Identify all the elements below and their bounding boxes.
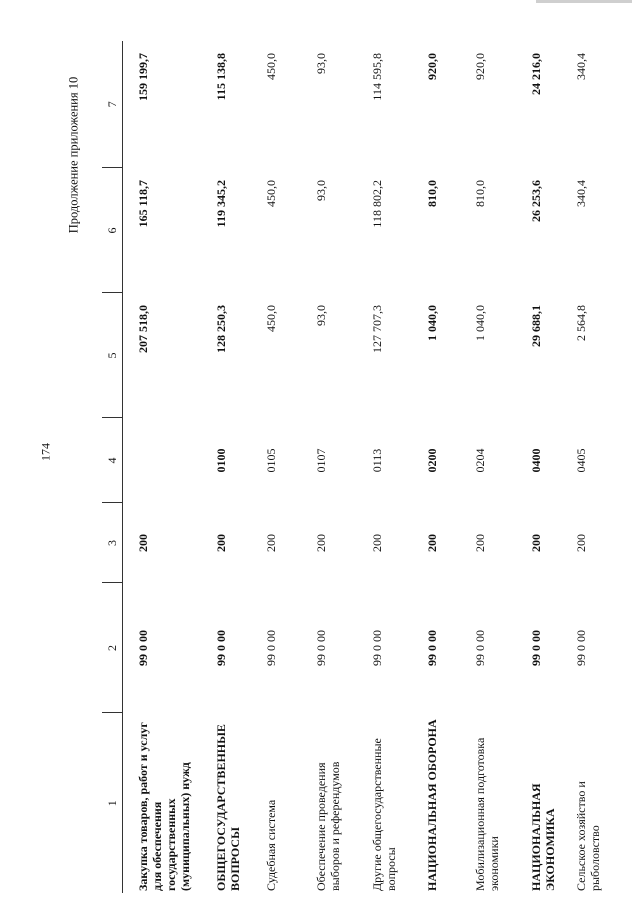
table-row: [251, 41, 301, 893]
row-section-code: 0405: [573, 448, 588, 473]
row-name: ОБЩЕГОСУДАРСТВЕННЫЕ ВОПРОСЫ: [213, 724, 242, 891]
table-row: [412, 41, 460, 893]
column-header: 3: [102, 503, 123, 583]
row-value-year1: 1 040,0: [472, 305, 487, 341]
row-name: Сельское хозяйство и рыболовство: [573, 781, 602, 891]
row-value-year1: 207 518,0: [136, 305, 150, 353]
column-header: 6: [102, 168, 123, 293]
row-program-code: 99 0 00: [369, 630, 384, 666]
row-section-code: 0105: [263, 448, 278, 473]
page-number: 174: [38, 443, 53, 461]
table-row: [357, 41, 412, 893]
row-value-year1: 127 707,3: [369, 305, 384, 353]
row-value-year1: 29 688,1: [528, 305, 543, 347]
row-expense-type: 200: [369, 534, 384, 552]
row-section-code: 0204: [472, 448, 487, 473]
row-expense-type: 200: [136, 534, 150, 552]
row-value-year3: 24 216,0: [528, 53, 543, 95]
row-name: Судебная система: [263, 799, 278, 891]
table-row: [561, 41, 606, 893]
row-value-year3: 920,0: [472, 53, 487, 80]
row-value-year1: 2 564,8: [573, 305, 588, 341]
column-header: 5: [102, 293, 123, 418]
table-row: [201, 41, 251, 893]
row-section-code: 0100: [213, 448, 228, 473]
rotated-table-container: [102, 41, 602, 893]
row-value-year2: 118 802,2: [369, 180, 384, 228]
row-program-code: 99 0 00: [472, 630, 487, 666]
row-name: Мобилизационная подготовка экономики: [472, 737, 501, 891]
column-header: 7: [102, 41, 123, 168]
scan-artifact-mark: [536, 0, 632, 3]
row-value-year3: 114 595,8: [369, 53, 384, 101]
column-header: 2: [102, 583, 123, 713]
row-value-year1: 1 040,0: [424, 305, 439, 341]
row-value-year1: 128 250,3: [213, 305, 228, 353]
row-value-year3: 340,4: [573, 53, 588, 80]
row-value-year1: 450,0: [263, 305, 278, 332]
table-row: [516, 41, 561, 893]
row-value-year2: 93,0: [313, 180, 328, 201]
row-name: Другие общегосударственные вопросы: [369, 738, 398, 891]
column-header: 1: [102, 713, 123, 893]
table-header-row: [102, 41, 123, 893]
row-section-code: 0107: [313, 448, 328, 473]
row-value-year3: 115 138,8: [213, 53, 228, 101]
row-value-year3: 450,0: [263, 53, 278, 80]
row-program-code: 99 0 00: [263, 630, 278, 666]
row-name: НАЦИОНАЛЬНАЯ ЭКОНОМИКА: [528, 783, 557, 891]
row-value-year3: 93,0: [313, 53, 328, 74]
row-value-year2: 26 253,6: [528, 180, 543, 222]
row-expense-type: 200: [263, 534, 278, 552]
row-expense-type: 200: [313, 534, 328, 552]
table-row: [301, 41, 357, 893]
row-program-code: 99 0 00: [213, 630, 228, 666]
row-program-code: 99 0 00: [136, 630, 150, 666]
row-section-code: [123, 418, 201, 503]
row-section-code: 0400: [528, 448, 543, 473]
row-expense-type: 200: [424, 534, 439, 552]
row-expense-type: 200: [573, 534, 588, 552]
row-name: НАЦИОНАЛЬНАЯ ОБОРОНА: [424, 719, 439, 891]
table-row: [460, 41, 516, 893]
row-expense-type: 200: [472, 534, 487, 552]
row-value-year3: 920,0: [424, 53, 439, 80]
row-value-year2: 340,4: [573, 180, 588, 207]
row-value-year2: 810,0: [472, 180, 487, 207]
row-value-year2: 810,0: [424, 180, 439, 207]
table-row: [123, 41, 201, 893]
row-expense-type: 200: [213, 534, 228, 552]
row-value-year3: 159 199,7: [136, 53, 150, 101]
column-header: 4: [102, 418, 123, 503]
row-value-year2: 450,0: [263, 180, 278, 207]
row-program-code: 99 0 00: [528, 630, 543, 666]
row-section-code: 0200: [424, 448, 439, 473]
row-program-code: 99 0 00: [313, 630, 328, 666]
row-expense-type: 200: [528, 534, 543, 552]
budget-table: [102, 41, 606, 893]
row-value-year2: 165 118,7: [136, 180, 150, 228]
row-section-code: 0113: [369, 448, 384, 473]
row-name: Закупка товаров, работ и услуг для обеспечения государственных (муниципальных) нужд: [136, 722, 193, 891]
row-name: Обеспечение проведения выборов и референдумов: [313, 761, 342, 891]
row-value-year1: 93,0: [313, 305, 328, 326]
row-value-year2: 119 345,2: [213, 180, 228, 228]
row-program-code: 99 0 00: [424, 630, 439, 666]
appendix-continuation-note: Продолжение приложения 10: [66, 76, 81, 234]
row-program-code: 99 0 00: [573, 630, 588, 666]
